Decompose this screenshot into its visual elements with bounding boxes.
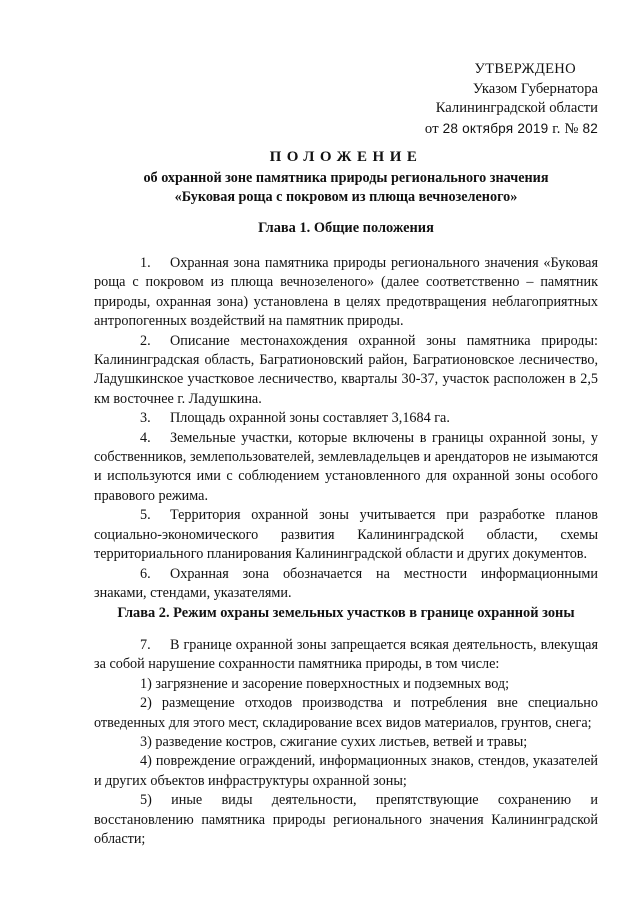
- chapter-1-body: [94, 254, 598, 603]
- paragraph-text: В границе охранной зоны запрещается всякая деятельность, влекущая за собой нарушение сохранности памятника природы, в том числе:: [94, 637, 598, 673]
- approval-line-2: Калининградской области: [435, 100, 598, 116]
- document-subtitle-2: «Буковая роща с покровом из плюща вечнозеленого»: [174, 188, 518, 205]
- paragraph-3: [94, 409, 598, 428]
- approval-number: 82: [582, 120, 598, 136]
- approval-line-1: Указом Губернатора: [472, 80, 598, 97]
- paragraph-1: [94, 254, 598, 332]
- list-item: 2) размещение отходов производства и потребления вне специально отведенных для этого мест, складирование всех видов материалов, грунтов, снега;: [94, 695, 598, 731]
- chapter-1-title: Глава 1. Общие положения: [258, 220, 434, 236]
- approval-date: [425, 119, 598, 140]
- approval-date-value: 28 октября 2019: [442, 120, 549, 136]
- paragraph-4: [94, 429, 598, 507]
- paragraph-number: 6.: [140, 565, 151, 582]
- approval-date-prefix: от: [424, 120, 439, 137]
- paragraph-number: 5.: [140, 507, 151, 524]
- paragraph-number: 2.: [140, 332, 151, 349]
- paragraph-number: 3.: [140, 410, 151, 427]
- paragraph-number: 1.: [140, 255, 151, 271]
- paragraph-6: [94, 565, 598, 604]
- paragraph-7: [94, 636, 598, 675]
- document-subtitle-1: об охранной зоне памятника природы регионального значения: [143, 170, 549, 187]
- document-title-block: [94, 148, 598, 206]
- paragraph-text: Охранная зона памятника природы регионального значения «Буковая роща с покровом из плюща вечнозеленого» (далее соответственно – памятник природы, охранная зона) установлена в целях предотвращения неблагоприятных антропогенных воздействий на памятник природы.: [94, 255, 598, 330]
- paragraph-number: 7.: [140, 637, 151, 653]
- chapter-2-title: Глава 2. Режим охраны земельных участков в границе охранной зоны: [117, 605, 575, 621]
- paragraph-text: Охранная зона обозначается на местности информационными знаками, стендами, указателями.: [94, 565, 598, 601]
- list-item: 1) загрязнение и засорение поверхностных и подземных вод;: [140, 675, 510, 692]
- list-item: 3) разведение костров, сжигание сухих листьев, ветвей и травы;: [140, 734, 528, 751]
- approval-date-mid: г. №: [552, 120, 579, 137]
- list-item: 5) иные виды деятельности, препятствующие сохранению и восстановлению памятника природы регионального значения Калининградской области;: [94, 792, 598, 848]
- paragraph-text: Описание местонахождения охранной зоны памятника природы: Калининградская область, Багратионовский район, Багратионовское лесничество, Ладушкинское участковое лесничество, кварталы 30-37, участок расположен в 2,5 км восточнее г. Ладушкина.: [94, 332, 598, 407]
- approval-stamp: [425, 60, 598, 139]
- paragraph-text: Площадь охранной зоны составляет 3,1684 га.: [170, 410, 450, 427]
- list-item: 4) повреждение ограждений, информационных знаков, стендов, указателей и других объектов инфраструктуры охранной зоны;: [94, 753, 598, 789]
- document-title: ПОЛОЖЕНИЕ: [269, 149, 423, 165]
- paragraph-2: [94, 332, 598, 410]
- paragraph-number: 4.: [140, 429, 151, 446]
- paragraph-5: [94, 506, 598, 564]
- paragraph-text: Земельные участки, которые включены в границы охранной зоны, у собственников, землепользователей, землевладельцев и арендаторов не изымаются и используются ими с соблюдением установленного для охранной зоны особого правового режима.: [94, 429, 598, 504]
- approval-head: УТВЕРЖДЕНО: [474, 61, 576, 77]
- chapter-2-body: [94, 636, 598, 849]
- paragraph-text: Территория охранной зоны учитывается при разработке планов социально-экономического развития Калининградской области, схемы территориального планирования Калининградской области и других документов.: [94, 507, 598, 563]
